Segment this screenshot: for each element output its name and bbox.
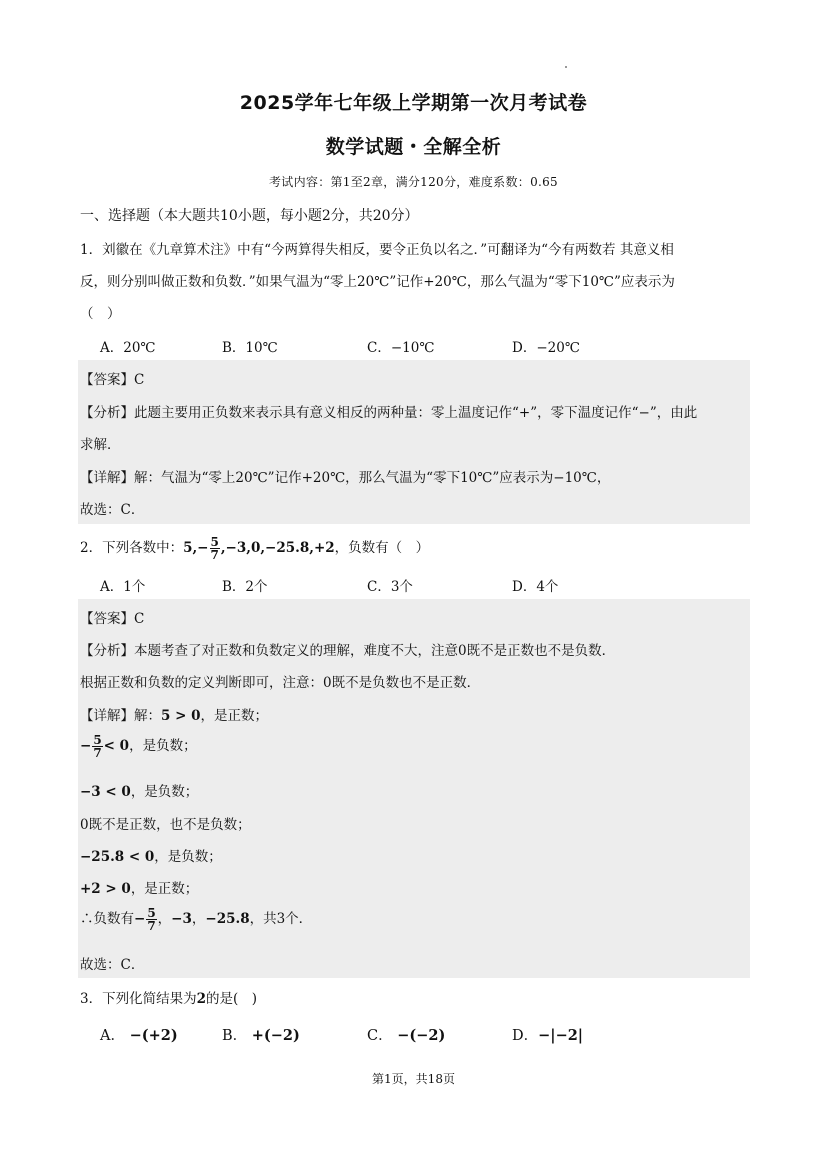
q2-detail-math: −25.8 < 0 (80, 849, 155, 865)
option-label: B． (222, 1028, 248, 1044)
q2-detail-line7 (80, 907, 312, 932)
q2-detail-line4: 0既不是正数，也不是负数； (80, 817, 251, 833)
q1-paren: （ ） (80, 306, 121, 322)
q1-option-d: D．−20℃ (512, 340, 580, 356)
q2-detail-fraction (92, 734, 102, 759)
q2-stem-math-b: ,−3,0,−25.8,+2 (220, 540, 335, 556)
q2-detail-text: ，是负数； (154, 849, 222, 865)
q3-stem (80, 987, 257, 1007)
document-title: 2025学年七年级上学期第一次月考试卷 (239, 92, 588, 114)
option-label: C． (367, 1028, 393, 1044)
q2-detail-math: +2 > 0 (80, 881, 131, 897)
q2-option-d: D．4个 (512, 579, 559, 595)
q1-stem-line2: 反，则分别叫做正数和负数．”如果气温为“零上20℃”记作+20℃，那么气温为“零下10℃”应表示为 (80, 274, 675, 290)
q1-detail: 【详解】解：气温为“零上20℃”记作+20℃，那么气温为“零下10℃”应表示为−10℃， (80, 470, 611, 486)
q1-option-a: A．20℃ (100, 340, 156, 356)
q2-analysis-line1: 【分析】本题考查了对正数和负数定义的理解，难度不大，注意0既不是正数也不是负数． (80, 643, 616, 659)
fraction-denominator: 7 (93, 746, 102, 760)
q2-detail-fraction (146, 907, 156, 932)
fraction-numerator: 5 (147, 906, 156, 920)
q2-option-c: C．3个 (367, 579, 413, 595)
q1-choice: 故选：C． (80, 502, 145, 518)
section-heading: 一、选择题（本大题共10小题，每小题2分，共20分） (80, 208, 419, 224)
q2-detail-line6 (80, 877, 198, 897)
q1-answer: 【答案】C (80, 372, 145, 388)
therefore-text: ∴负数有 (80, 911, 134, 927)
q2-detail-line1 (80, 704, 268, 724)
q3-stem-suffix: 的是( ) (206, 991, 258, 1007)
q2-detail-line2 (80, 734, 197, 759)
q2-stem-fraction (210, 536, 220, 561)
option-math: −(+2) (129, 1027, 178, 1044)
fraction-denominator: 7 (147, 919, 156, 933)
page-footer: 第1页，共18页 (372, 1072, 455, 1086)
q3-option-b (222, 1024, 300, 1045)
separator: ， (157, 911, 172, 927)
q3-option-c (367, 1024, 445, 1045)
q2-detail-line3 (80, 780, 198, 800)
document-subtitle: 数学试题・全解全析 (325, 136, 502, 158)
option-label: D． (512, 1028, 539, 1044)
option-math: +(−2) (251, 1027, 300, 1044)
q2-option-b: B．2个 (222, 579, 268, 595)
q2-detail-text: ，共3个． (249, 911, 313, 927)
q1-solution-box (78, 360, 750, 524)
q2-detail-text: ，是负数； (129, 738, 197, 754)
q2-detail-math: < 0 (103, 738, 130, 754)
option-math: −(−2) (397, 1027, 446, 1044)
q2-stem (80, 536, 429, 561)
option-math: −|−2| (538, 1027, 584, 1044)
q3-stem-prefix: 3．下列化简结果为 (80, 991, 197, 1007)
q2-stem-suffix: ，负数有（ ） (334, 540, 430, 556)
q2-analysis-line2: 根据正数和负数的定义判断即可，注意：0既不是负数也不是正数． (80, 675, 481, 691)
q1-option-c: C．−10℃ (367, 340, 435, 356)
option-label: A． (100, 1028, 125, 1044)
minus-sign: − (80, 738, 92, 754)
q3-option-a (100, 1024, 178, 1045)
q3-stem-math: 2 (196, 991, 206, 1007)
fraction-numerator: 5 (210, 535, 219, 549)
q2-stem-prefix: 2．下列各数中： (80, 540, 184, 556)
q2-detail-math: −3 < 0 (80, 784, 131, 800)
exam-info: 考试内容：第1至2章，满分120分，难度系数：0.65 (269, 175, 558, 189)
q1-analysis-line2: 求解． (80, 437, 121, 453)
q1-analysis-line1: 【分析】此题主要用正负数来表示具有意义相反的两种量：零上温度记作“+”，零下温度记作“−”，由此 (80, 405, 698, 421)
q2-detail-text: ，是正数； (130, 881, 199, 897)
q2-option-a: A．1个 (100, 579, 146, 595)
fraction-denominator: 7 (210, 548, 219, 562)
q2-detail-text: ，是正数； (200, 708, 268, 724)
q2-stem-math-a: 5,− (183, 540, 209, 556)
separator: ， (191, 911, 206, 927)
q2-detail-math: −3 (171, 911, 192, 927)
q1-stem-line1: 1．刘徽在《九章算术注》中有“今两算得失相反，要令正负以名之．”可翻译为“今有两数若 其意义相 (80, 242, 674, 258)
q3-option-d (512, 1024, 583, 1045)
q2-detail-math: 5 > 0 (161, 708, 201, 724)
q2-detail-prefix: 【详解】解： (80, 708, 161, 724)
q2-answer: 【答案】C (80, 611, 145, 627)
fraction-numerator: 5 (93, 733, 102, 747)
page-speck (565, 66, 567, 68)
q2-detail-line5 (80, 845, 222, 865)
q1-option-b: B．10℃ (222, 340, 278, 356)
q2-choice: 故选：C． (80, 957, 145, 973)
minus-sign: − (134, 911, 146, 927)
q2-detail-text: ，是负数； (130, 784, 199, 800)
q2-detail-math: −25.8 (205, 911, 250, 927)
